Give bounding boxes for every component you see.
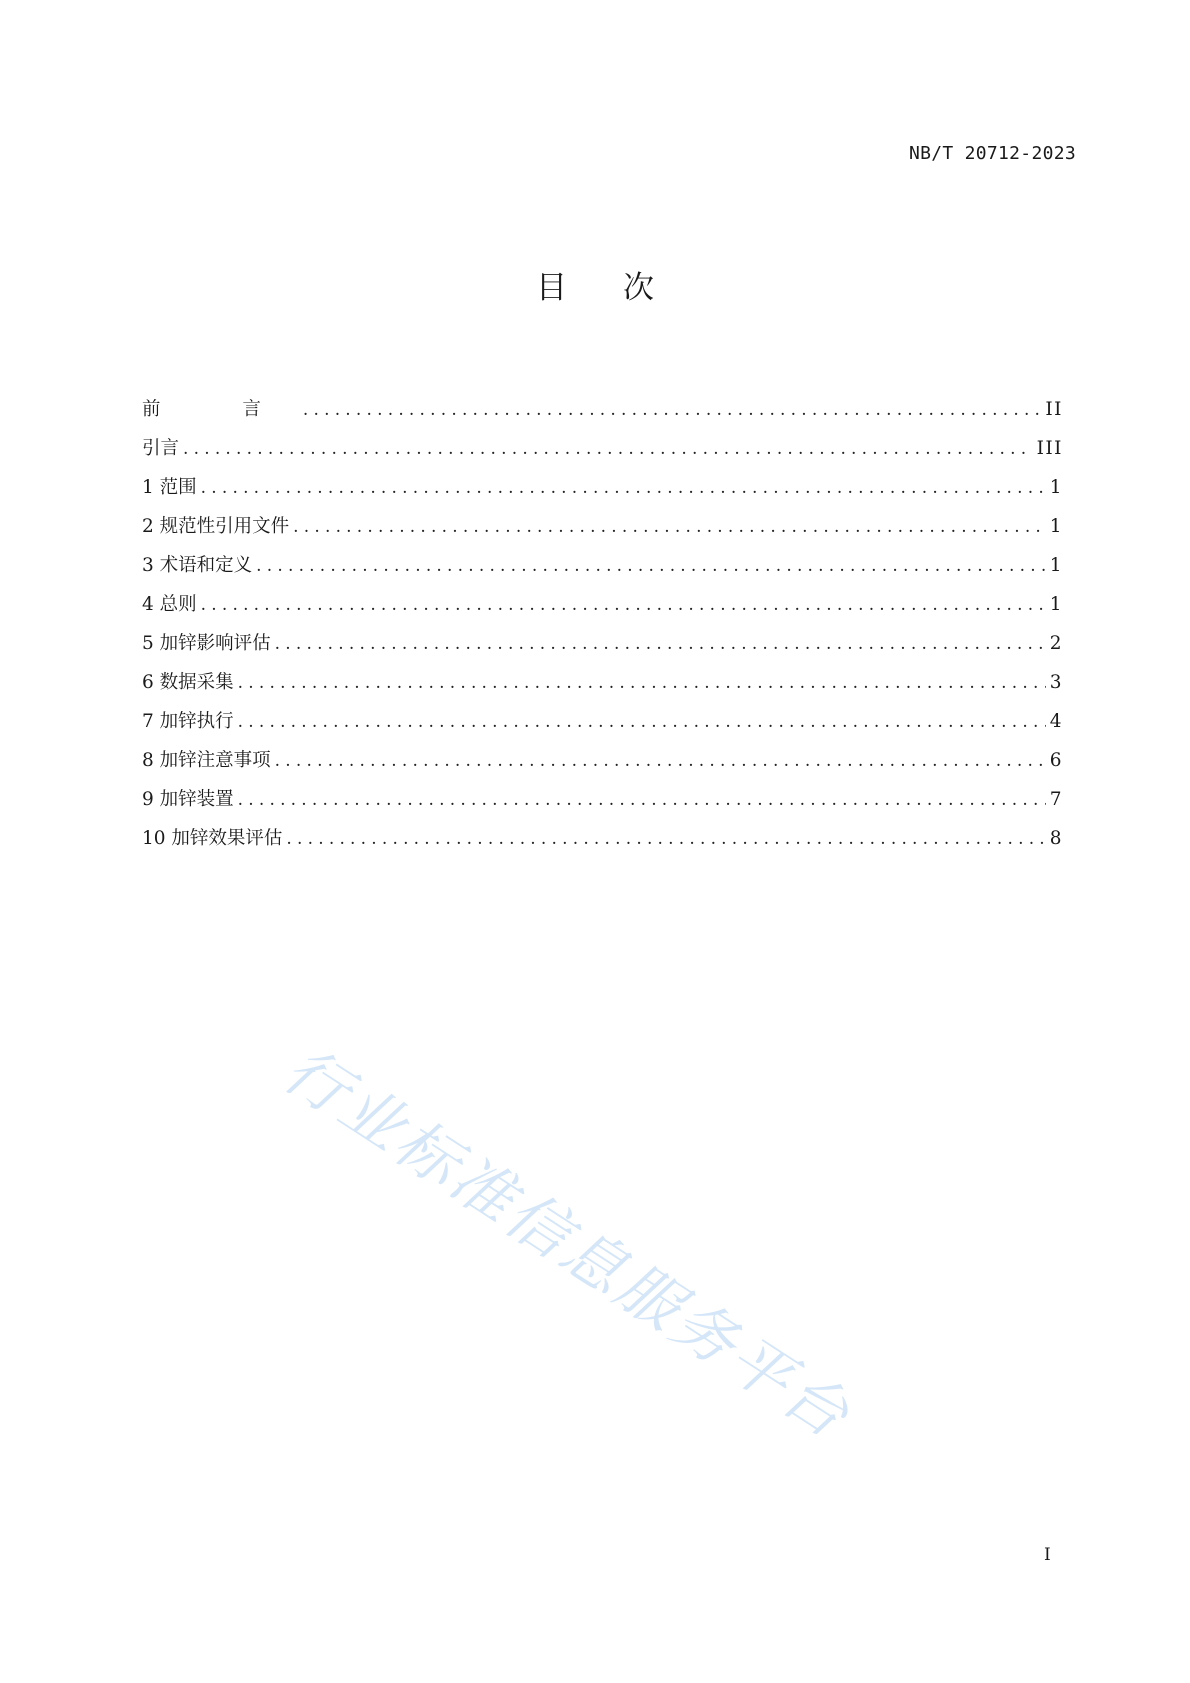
toc-entry-page: 8 — [1049, 828, 1063, 849]
toc-dot-leader — [303, 400, 1041, 417]
toc-dot-leader — [256, 556, 1046, 573]
toc-entry-page: 3 — [1049, 672, 1063, 693]
toc-entry-page: II — [1045, 399, 1063, 420]
toc-entry-page: 1 — [1049, 477, 1063, 498]
toc-dot-leader — [238, 712, 1046, 729]
watermark: 行业标准信息服务平台 — [271, 1032, 865, 1454]
toc-entry-3[interactable] — [142, 551, 1063, 590]
toc-entry-label: 6 数据采集 — [142, 672, 234, 693]
toc-dot-leader — [238, 673, 1046, 690]
toc-dot-leader — [183, 439, 1033, 456]
toc-entry-page: 1 — [1049, 594, 1063, 615]
toc-entry-label: 5 加锌影响评估 — [142, 633, 271, 654]
toc-entry-2[interactable] — [142, 512, 1063, 551]
toc-entry-1[interactable] — [142, 473, 1063, 512]
toc-entry-label: 7 加锌执行 — [142, 711, 234, 732]
table-of-contents — [142, 395, 1063, 863]
toc-dot-leader — [286, 829, 1045, 846]
toc-entry-page: III — [1036, 438, 1063, 459]
toc-entry-9[interactable] — [142, 785, 1063, 824]
toc-entry-label: 4 总则 — [142, 594, 197, 615]
toc-dot-leader — [293, 517, 1046, 534]
toc-entry-7[interactable] — [142, 707, 1063, 746]
toc-entry-label: 8 加锌注意事项 — [142, 750, 271, 771]
toc-entry-6[interactable] — [142, 668, 1063, 707]
toc-dot-leader — [201, 595, 1046, 612]
toc-dot-leader — [201, 478, 1046, 495]
standard-number: NB/T 20712-2023 — [908, 143, 1076, 164]
toc-entry-label: 2 规范性引用文件 — [142, 516, 290, 537]
toc-dot-leader — [238, 790, 1046, 807]
toc-entry-page: 2 — [1049, 633, 1063, 654]
toc-dot-leader — [275, 634, 1046, 651]
toc-dot-leader — [275, 751, 1046, 768]
toc-entry-page: 4 — [1049, 711, 1063, 732]
toc-entry-label: 3 术语和定义 — [142, 555, 253, 576]
toc-entry-label: 10 加锌效果评估 — [142, 828, 283, 849]
toc-entry-4[interactable] — [142, 590, 1063, 629]
toc-entry-label: 前 言 — [142, 399, 299, 420]
toc-entry-page: 7 — [1049, 789, 1063, 810]
toc-entry-label: 9 加锌装置 — [142, 789, 234, 810]
toc-entry-5[interactable] — [142, 629, 1063, 668]
toc-entry-8[interactable] — [142, 746, 1063, 785]
toc-entry-label: 1 范围 — [142, 477, 197, 498]
toc-entry-page: 6 — [1049, 750, 1063, 771]
toc-entry-foreword[interactable] — [142, 395, 1063, 434]
page-number: I — [1044, 1545, 1051, 1565]
toc-entry-10[interactable] — [142, 824, 1063, 863]
toc-entry-label: 引言 — [142, 438, 180, 459]
toc-entry-page: 1 — [1049, 555, 1063, 576]
toc-entry-introduction[interactable] — [142, 434, 1063, 473]
toc-entry-page: 1 — [1049, 516, 1063, 537]
page-title: 目次 — [536, 270, 710, 306]
